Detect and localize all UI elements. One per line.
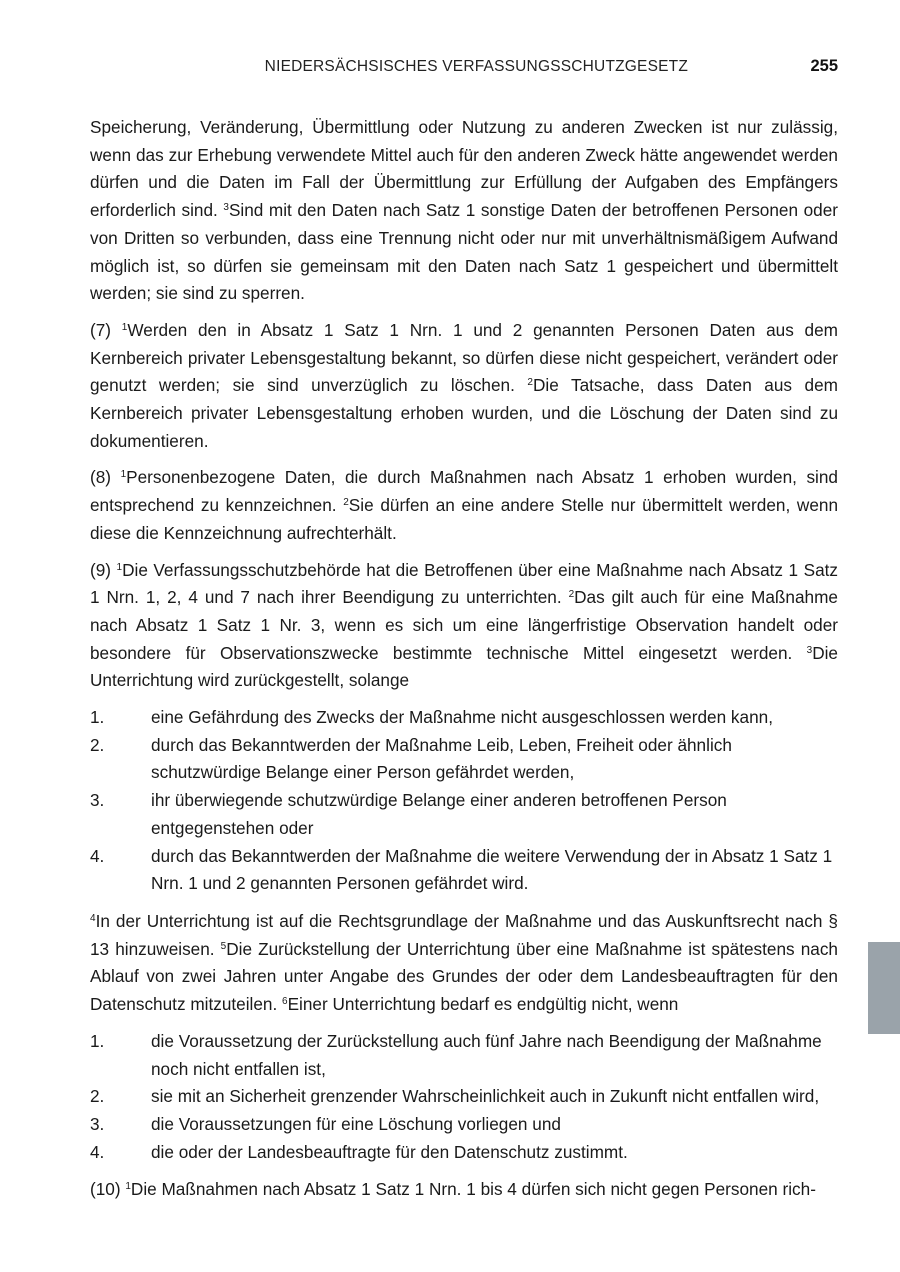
sentence-number: 1: [125, 1181, 131, 1193]
list-item-number: 2.: [90, 734, 105, 755]
sentence-text: (7): [90, 319, 122, 340]
sentence-text: Sind mit den Daten nach Satz 1 sonstige Daten der betroffenen Personen oder von Dritten so verbunden, dass eine Trennung nicht oder nur mit unverhältnismäßigem Aufwand möglich ist, so dürfen sie gemeinsam mit den Daten nach Satz 1 gespeichert und übermittelt werden; sie sind zu sperren.: [90, 200, 838, 304]
sentence-text: Die Tatsache, dass Daten aus dem Kernbereich privater Lebensgestaltung erhoben wurden, und die Löschung der Daten sind zu dokumentieren.: [90, 375, 838, 451]
final-exemption-list: [90, 1028, 838, 1167]
chapter-thumb-tab: [868, 942, 900, 1034]
list-item-text: die oder der Landesbeauftragte für den Datenschutz zustimmt.: [151, 1141, 628, 1162]
sentence-text: Einer Unterrichtung bedarf es endgültig nicht, wenn: [287, 994, 679, 1015]
list-item: [90, 1139, 838, 1167]
sentence-text: Werden den in Absatz 1 Satz 1 Nrn. 1 und 2 genannten Personen Daten aus dem Kernbereich privater Lebensgestaltung bekannt, so dürfen diese nicht gespeichert, verändert oder genutzt werden; sie sind unverzüglich zu löschen.: [90, 319, 838, 396]
list-item-text: die Voraussetzungen für eine Löschung vorliegen und: [151, 1113, 561, 1134]
list-item: [90, 1028, 838, 1083]
sentence-text: In der Unterrichtung ist auf die Rechtsgrundlage der Maßnahme und das Auskunftsrecht nach § 13 hinzuweisen.: [90, 910, 838, 959]
sentence-text: Die Zurückstellung der Unterrichtung über eine Maßnahme ist spätestens nach Ablauf von zwei Jahren unter Angabe des Grundes der oder dem Landesbeauftragten für den Datenschutz mitzuteilen.: [90, 938, 838, 1015]
sentence-text: Sie dürfen an eine andere Stelle nur übermittelt werden, wenn diese die Kennzeichnung aufrechterhält.: [90, 495, 839, 543]
paragraph-9: [90, 557, 838, 696]
paragraph-9-continuation: [90, 908, 838, 1019]
list-item: [90, 787, 838, 842]
list-item-text: ihr überwiegende schutzwürdige Belange einer anderen betroffenen Person entgegenstehen oder: [151, 790, 727, 838]
sentence-text: (9): [90, 559, 117, 580]
paragraph-8: [90, 464, 838, 547]
page-header: [90, 58, 838, 82]
list-item-number: 1.: [90, 1030, 105, 1051]
sentence-number: 3: [223, 202, 229, 214]
list-item-number: 4.: [90, 1141, 105, 1162]
paragraph-continuation: [90, 114, 838, 308]
sentence-number: 4: [90, 912, 96, 924]
list-item: [90, 704, 838, 732]
sentence-number: 2: [343, 497, 349, 509]
list-item-number: 1.: [90, 707, 105, 728]
list-item: [90, 1111, 838, 1139]
paragraph-7: [90, 317, 838, 456]
page-body: [90, 114, 838, 1213]
sentence-number: 2: [527, 377, 533, 389]
deferral-conditions-list: [90, 704, 838, 898]
sentence-text: Die Unterrichtung wird zurückgestellt, solange: [90, 642, 838, 691]
list-item-number: 3.: [90, 1113, 105, 1134]
sentence-number: 1: [120, 469, 127, 481]
list-item-text: durch das Bekanntwerden der Maßnahme die weitere Verwendung der in Absatz 1 Satz 1 Nrn. 1 und 2 genannten Personen gefährdet wird.: [151, 845, 833, 894]
list-item-number: 4.: [90, 845, 105, 866]
list-item-text: durch das Bekanntwerden der Maßnahme Leib, Leben, Freiheit oder ähnlich schutzwürdige Belange einer Person gefährdet werden,: [151, 734, 732, 783]
list-item-text: eine Gefährdung des Zwecks der Maßnahme nicht ausgeschlossen werden kann,: [151, 707, 773, 728]
sentence-number: 6: [282, 996, 288, 1008]
running-title: NIEDERSÄCHSISCHES VERFASSUNGSSCHUTZGESETZ: [264, 58, 688, 75]
sentence-text: (8): [90, 467, 121, 488]
sentence-number: 1: [116, 561, 123, 573]
sentence-text: Die Verfassungsschutzbehörde hat die Betroffenen über eine Maßnahme nach Absatz 1 Satz 1 Nrn. 1, 2, 4 und 7 nach ihrer Beendigung zu unterrichten.: [90, 559, 838, 608]
sentence-number: 2: [568, 589, 575, 601]
sentence-text: (10): [90, 1179, 126, 1200]
list-item-text: sie mit an Sicherheit grenzender Wahrscheinlichkeit auch in Zukunft nicht entfallen wird,: [151, 1086, 820, 1107]
sentence-text: Die Maßnahmen nach Absatz 1 Satz 1 Nrn. 1 bis 4 dürfen sich nicht gegen Personen rich-: [130, 1179, 816, 1200]
sentence-number: 5: [220, 940, 227, 952]
list-item-number: 3.: [90, 790, 105, 811]
list-item-text: die Voraussetzung der Zurückstellung auch fünf Jahre nach Beendigung der Maßnahme noch nicht entfallen ist,: [151, 1030, 822, 1079]
list-item-number: 2.: [90, 1086, 105, 1107]
sentence-number: 3: [806, 644, 813, 656]
sentence-text: Personenbezogene Daten, die durch Maßnahmen nach Absatz 1 erhoben wurden, sind entsprechend zu kennzeichnen.: [90, 467, 838, 516]
list-item: [90, 1083, 838, 1111]
sentence-text: Speicherung, Veränderung, Übermittlung oder Nutzung zu anderen Zwecken ist nur zulässig, wenn das zur Erhebung verwendete Mittel auch für den anderen Zweck hätte angewendet werden dürfen und die Daten im Fall der Übermittlung zur Erfüllung der Aufgaben des Empfängers erforderlich sind.: [90, 117, 838, 221]
sentence-number: 1: [121, 321, 128, 333]
sentence-text: Das gilt auch für eine Maßnahme nach Absatz 1 Satz 1 Nr. 3, wenn es sich um eine längerfristige Observation handelt oder besondere für Observationszwecke bestimmte technische Mittel eingesetzt werden.: [90, 587, 838, 663]
paragraph-10: [90, 1176, 838, 1204]
page-number: 255: [810, 57, 838, 75]
list-item: [90, 732, 838, 787]
list-item: [90, 843, 838, 898]
